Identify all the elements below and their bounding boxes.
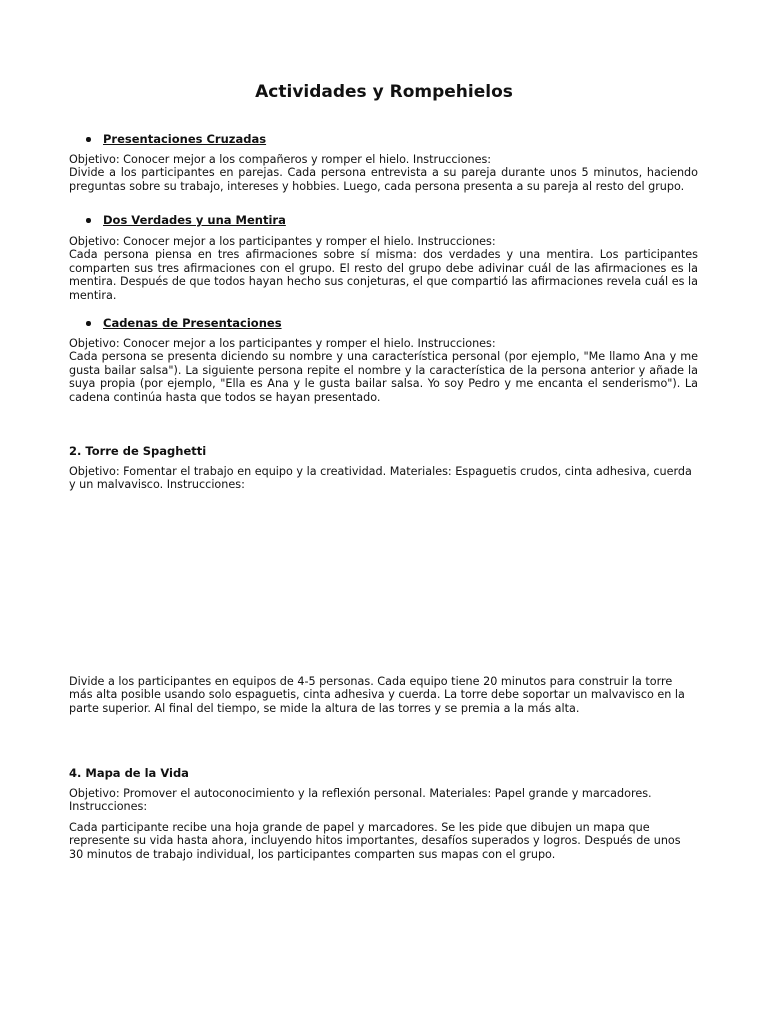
activity-body: Cada persona se presenta diciendo su nombre y una característica personal (por ejemplo, "Me llamo Ana y me gusta bailar salsa"). La siguiente persona repite el nombre y la característica de la persona anterior y añade la suya propia (por ejemplo, "Ella es Ana y le gusta bailar salsa. Yo soy Pedro y me encanta el senderismo"). La cadena continúa hasta que todos se hayan presentado.	[69, 350, 698, 404]
activity-objective: Objetivo: Conocer mejor a los participantes y romper el hielo. Instrucciones:	[69, 235, 496, 248]
document-title: Actividades y Rompehielos	[255, 82, 513, 102]
section-body-mapa-de-la-vida	[69, 821, 698, 861]
activity-heading-text: Presentaciones Cruzadas	[103, 132, 267, 146]
section-heading-mapa-de-la-vida: 4. Mapa de la Vida	[69, 766, 189, 780]
activity-objective: Objetivo: Conocer mejor a los compañeros y romper el hielo. Instrucciones:	[69, 153, 492, 166]
activity-objective: Objetivo: Conocer mejor a los participantes y romper el hielo. Instrucciones:	[69, 337, 496, 350]
activity-block-cadenas-de-presentaciones	[69, 337, 698, 404]
section-body: Cada participante recibe una hoja grande de papel y marcadores. Se les pide que dibujen un mapa que represente su vida hasta ahora, incluyendo hitos importantes, desafíos superados y logros. Después de unos 30 minutos de trabajo individual, los participantes comparten sus mapas con el grupo.	[69, 821, 681, 861]
section-heading-torre-de-spaghetti: 2. Torre de Spaghetti	[69, 444, 207, 458]
activity-body: Divide a los participantes en parejas. Cada persona entrevista a su pareja durante unos 5 minutos, haciendo preguntas sobre su trabajo, intereses y hobbies. Luego, cada persona presenta a su pareja al resto del grupo.	[69, 166, 698, 193]
section-body-torre-de-spaghetti	[69, 675, 698, 715]
section-body: Divide a los participantes en equipos de 4-5 personas. Cada equipo tiene 20 minutos para construir la torre más alta posible usando solo espaguetis, cinta adhesiva y cuerda. La torre debe soportar un malvavisco en la parte superior. Al final del tiempo, se mide la altura de las torres y se premia a la más alta.	[69, 675, 685, 715]
section-objective-mapa-de-la-vida	[69, 787, 698, 814]
activity-body: Cada persona piensa en tres afirmaciones sobre sí misma: dos verdades y una mentira. Los participantes comparten sus tres afirmaciones con el grupo. El resto del grupo debe adivinar cuál de las afirmaciones es la mentira. Después de que todos hayan hecho sus conjeturas, el que compartió las afirmaciones revela cuál es la mentira.	[69, 248, 698, 302]
activity-heading-text: Cadenas de Presentaciones	[103, 316, 282, 330]
activity-block-presentaciones-cruzadas	[69, 153, 698, 193]
section-objective: Objetivo: Fomentar el trabajo en equipo y la creatividad. Materiales: Espaguetis crudos, cinta adhesiva, cuerda y un malvavisco. Instrucciones:	[69, 465, 692, 492]
bullet-icon	[86, 321, 91, 326]
bullet-icon	[86, 137, 91, 142]
section-objective: Objetivo: Promover el autoconocimiento y la reflexión personal. Materiales: Papel grande y marcadores. Instrucciones:	[69, 787, 652, 814]
activity-block-dos-verdades	[69, 235, 698, 302]
bullet-icon	[86, 218, 91, 223]
activity-heading-text: Dos Verdades y una Mentira	[103, 213, 286, 227]
section-objective-torre-de-spaghetti	[69, 465, 698, 492]
